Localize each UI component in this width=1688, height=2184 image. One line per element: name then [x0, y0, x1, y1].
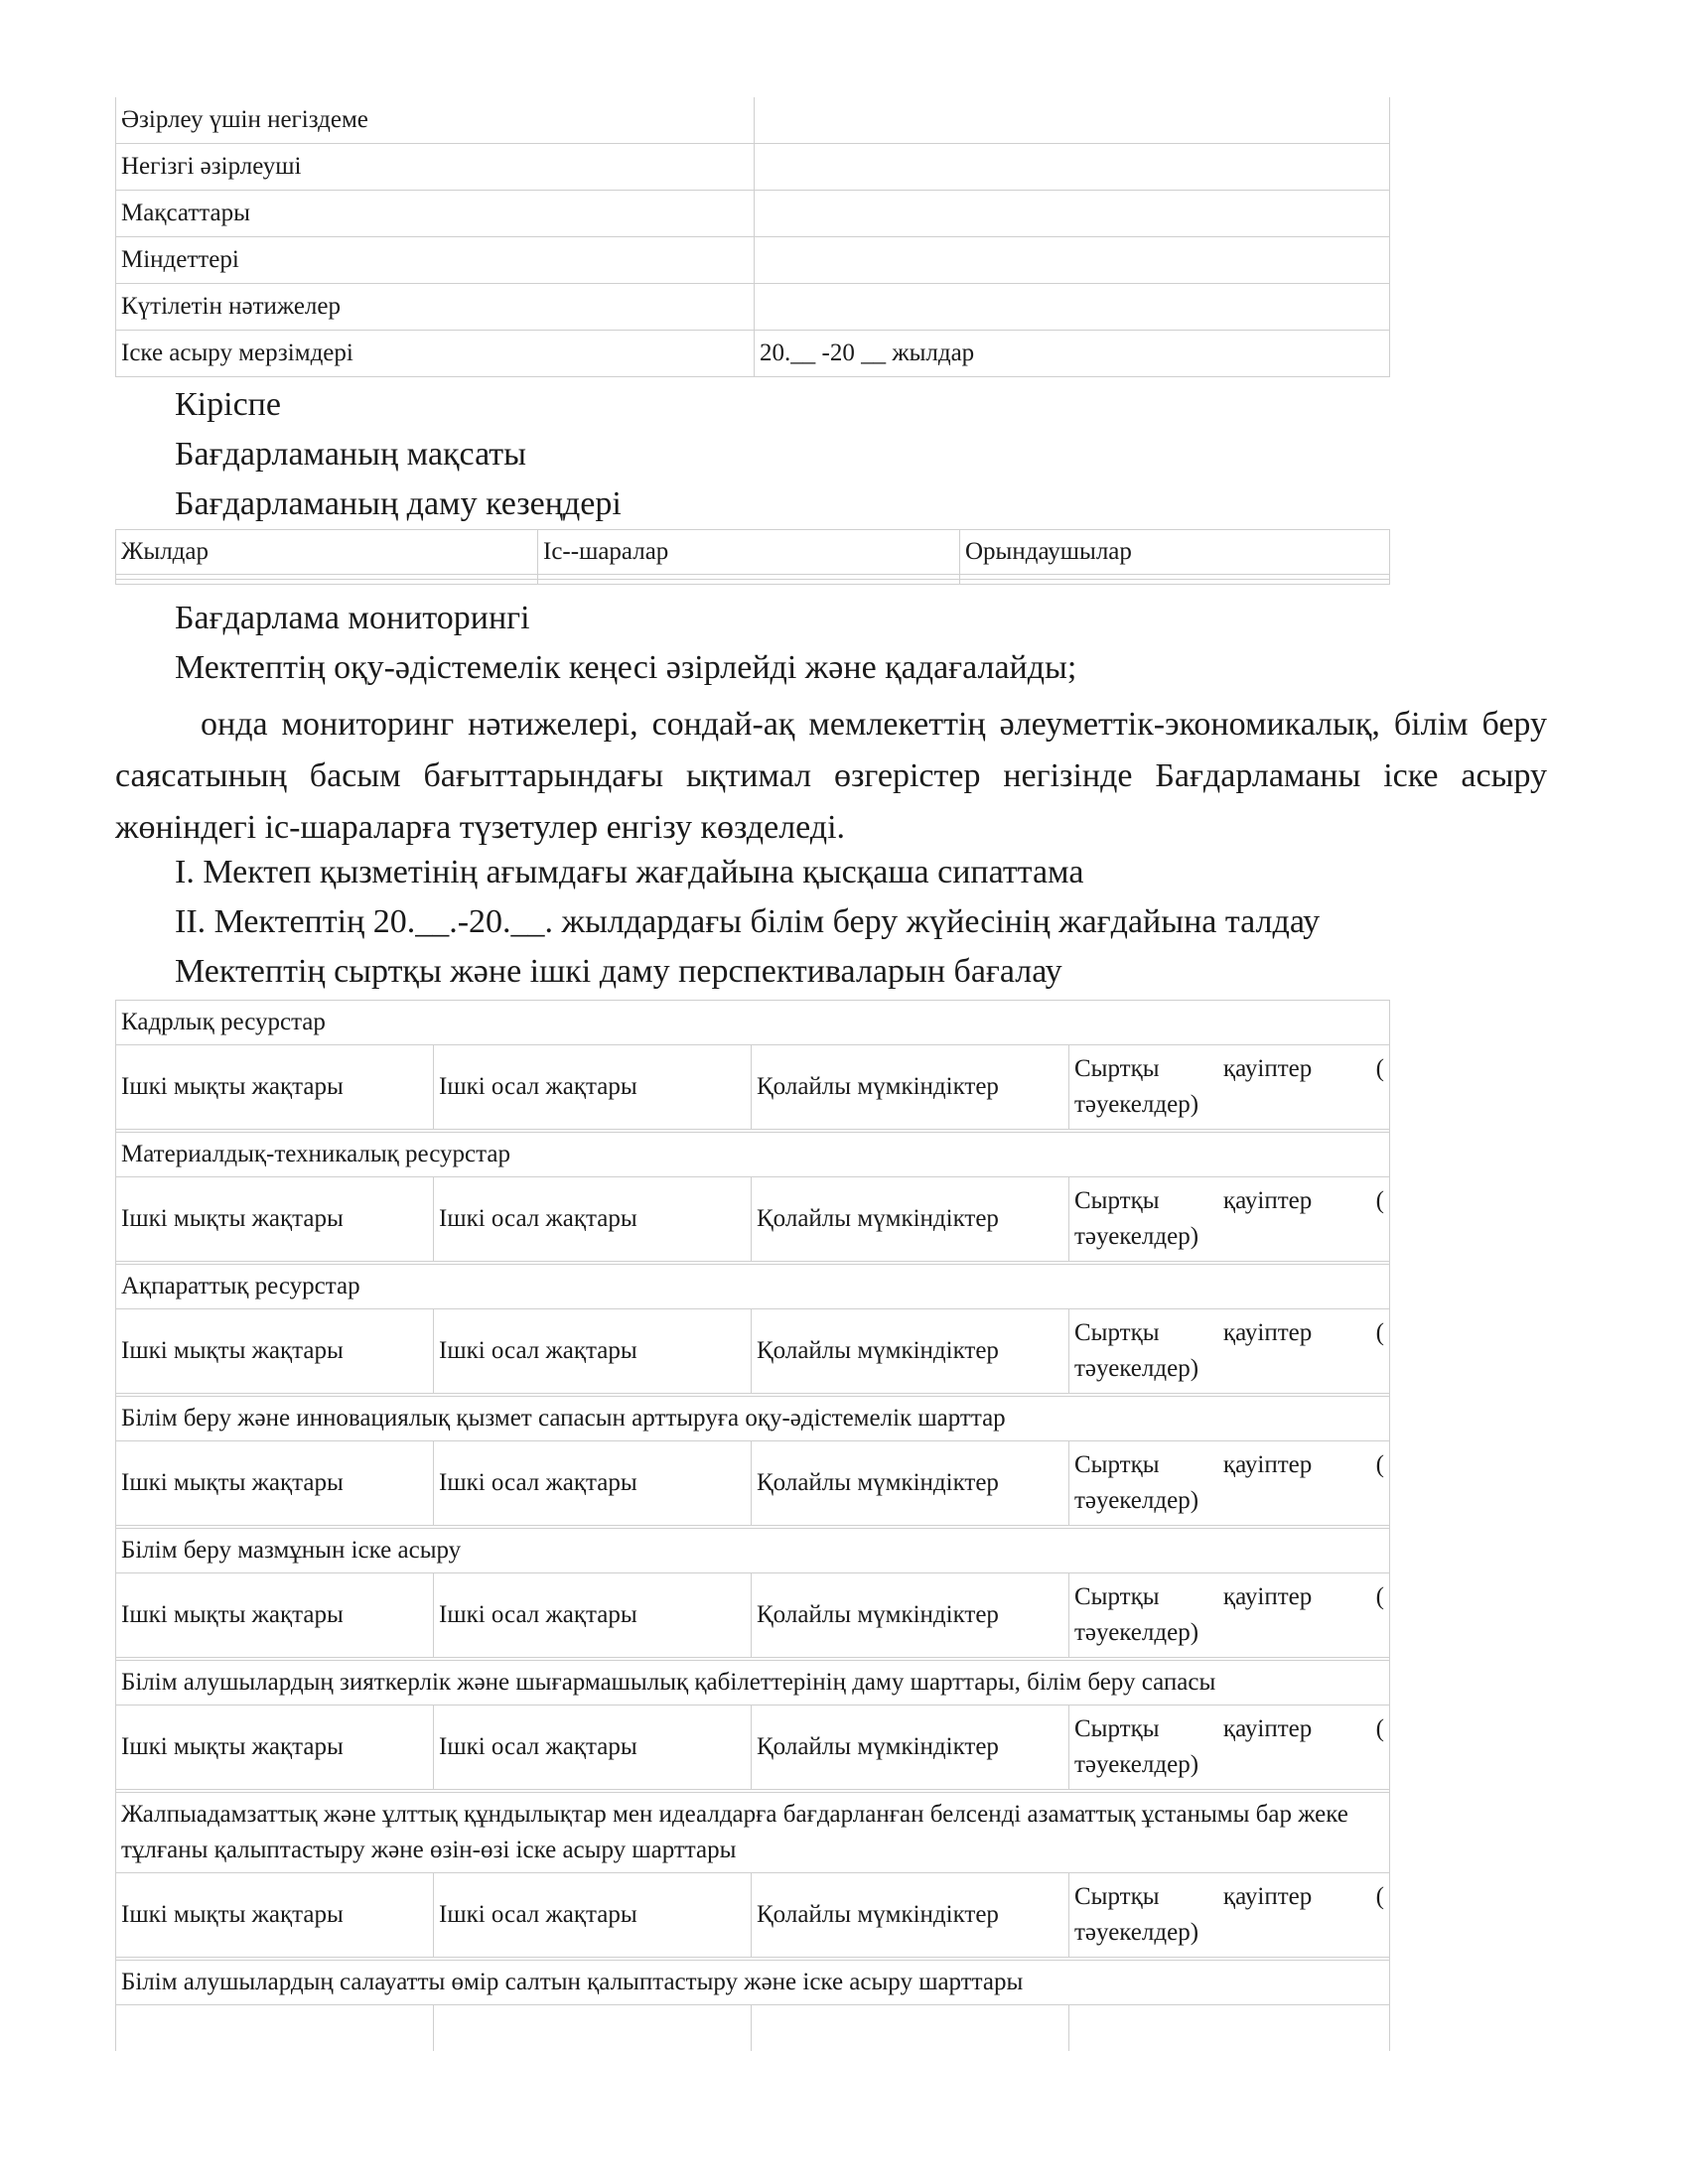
row-value	[755, 237, 1390, 284]
threats-label-line1: Сыртқы қауіптер (	[1074, 1883, 1384, 1910]
council-text: Мектептің оқу-әдістемелік кеңесі әзірлейді және қадағалайды;	[175, 649, 1077, 686]
swot-section-title: Ақпараттық ресурстар	[116, 1265, 1390, 1309]
swot-section-row	[116, 1661, 1390, 1706]
empty-cell	[116, 2005, 434, 2052]
strengths-cell: Ішкі мықты жақтары	[116, 1573, 434, 1658]
table-row	[116, 144, 1390, 191]
header-activities: Іс--шаралар	[538, 530, 960, 575]
threats-cell	[1069, 1045, 1390, 1130]
row-label: Міндеттері	[116, 237, 755, 284]
table-row	[116, 580, 1390, 585]
table-row	[116, 237, 1390, 284]
threats-label-line1: Сыртқы қауіптер (	[1074, 1715, 1384, 1742]
heading-monitoring: Бағдарлама мониторингі	[175, 600, 530, 636]
opportunities-cell: Қолайлы мүмкіндіктер	[752, 1873, 1069, 1958]
row-label: Күтілетін нәтижелер	[116, 284, 755, 331]
swot-categories-row	[116, 1045, 1390, 1130]
threats-label-line2: тәуекелдер)	[1074, 1919, 1199, 1946]
threats-label-line2: тәуекелдер)	[1074, 1355, 1199, 1382]
threats-label-line2: тәуекелдер)	[1074, 1487, 1199, 1514]
monitoring-paragraph: онда мониторинг нәтижелері, сондай-ақ мемлекеттің әлеуметтік-экономикалық, білім беру саясатының басым бағыттарындағы ықтимал өзгерістер негізінде Бағдарламаны іске асыру жөніндегі іс-шараларға түзетулер енгізу көзделеді.	[115, 706, 1547, 846]
swot-section-title: Білім алушылардың салауатты өмір салтын қалыптастыру және іске асыру шарттары	[116, 1961, 1390, 2005]
strengths-cell: Ішкі мықты жақтары	[116, 1309, 434, 1394]
swot-categories-row	[116, 1873, 1390, 1958]
threats-label-line1: Сыртқы қауіптер (	[1074, 1583, 1384, 1610]
threats-cell	[1069, 1177, 1390, 1262]
section-2-title: II. Мектептің 20.__.-20.__. жылдардағы білім беру жүйесінің жағдайына талдау	[175, 903, 1321, 940]
strengths-cell: Ішкі мықты жақтары	[116, 1045, 434, 1130]
swot-section-title: Материалдық-техникалық ресурстар	[116, 1133, 1390, 1177]
strengths-cell: Ішкі мықты жақтары	[116, 1873, 434, 1958]
threats-label-line1: Сыртқы қауіптер (	[1074, 1187, 1384, 1214]
weaknesses-cell: Ішкі осал жақтары	[434, 1045, 752, 1130]
threats-label-line2: тәуекелдер)	[1074, 1223, 1199, 1250]
weaknesses-cell: Ішкі осал жақтары	[434, 1573, 752, 1658]
swot-section-row	[116, 1529, 1390, 1573]
heading-goal: Бағдарламаның мақсаты	[175, 436, 526, 473]
swot-section-title: Білім беру мазмұнын іске асыру	[116, 1529, 1390, 1573]
threats-label-line2: тәуекелдер)	[1074, 1619, 1199, 1646]
table-row	[116, 331, 1390, 377]
strengths-cell: Ішкі мықты жақтары	[116, 1177, 434, 1262]
weaknesses-cell: Ішкі осал жақтары	[434, 1706, 752, 1790]
threats-cell	[1069, 1441, 1390, 1526]
threats-cell	[1069, 1309, 1390, 1394]
empty-cell	[434, 2005, 752, 2052]
threats-label-line1: Сыртқы қауіптер (	[1074, 1055, 1384, 1082]
table-row	[116, 2005, 1390, 2052]
header-executors: Орындаушылар	[960, 530, 1390, 575]
header-years: Жылдар	[116, 530, 538, 575]
empty-cell	[752, 2005, 1069, 2052]
row-label: Әзірлеу үшін негіздеме	[116, 97, 755, 144]
swot-section-row	[116, 1397, 1390, 1441]
opportunities-cell: Қолайлы мүмкіндіктер	[752, 1706, 1069, 1790]
table-header-row	[116, 530, 1390, 575]
opportunities-cell: Қолайлы мүмкіндіктер	[752, 1309, 1069, 1394]
swot-section-row	[116, 1133, 1390, 1177]
threats-label-line2: тәуекелдер)	[1074, 1751, 1199, 1778]
swot-section-title: Білім беру және инновациялық қызмет сапасын арттыруға оқу-әдістемелік шарттар	[116, 1397, 1390, 1441]
row-value	[755, 97, 1390, 144]
opportunities-cell: Қолайлы мүмкіндіктер	[752, 1177, 1069, 1262]
table-row	[116, 97, 1390, 144]
weaknesses-cell: Ішкі осал жақтары	[434, 1309, 752, 1394]
threats-cell	[1069, 1706, 1390, 1790]
swot-categories-row	[116, 1177, 1390, 1262]
swot-section-title: Білім алушылардың зияткерлік және шығармашылық қабілеттерінің даму шарттары, білім беру сапасы	[116, 1661, 1390, 1706]
weaknesses-cell: Ішкі осал жақтары	[434, 1177, 752, 1262]
row-value: 20.__ -20 __ жылдар	[755, 331, 1390, 377]
heading-stages: Бағдарламаның даму кезеңдері	[175, 485, 622, 522]
threats-label-line1: Сыртқы қауіптер (	[1074, 1319, 1384, 1346]
program-passport-table	[115, 97, 1390, 377]
threats-label-line2: тәуекелдер)	[1074, 1091, 1199, 1118]
swot-categories-row	[116, 1441, 1390, 1526]
swot-section-row	[116, 1793, 1390, 1873]
row-label: Негізгі әзірлеуші	[116, 144, 755, 191]
swot-analysis-table	[115, 1000, 1390, 2051]
weaknesses-cell: Ішкі осал жақтары	[434, 1873, 752, 1958]
row-value	[755, 284, 1390, 331]
row-label: Мақсаттары	[116, 191, 755, 237]
opportunities-cell: Қолайлы мүмкіндіктер	[752, 1045, 1069, 1130]
strengths-cell: Ішкі мықты жақтары	[116, 1706, 434, 1790]
threats-cell	[1069, 1573, 1390, 1658]
row-value	[755, 144, 1390, 191]
development-stages-table	[115, 529, 1390, 585]
strengths-cell: Ішкі мықты жақтары	[116, 1441, 434, 1526]
threats-label-line1: Сыртқы қауіптер (	[1074, 1451, 1384, 1478]
table-row	[116, 191, 1390, 237]
swot-categories-row	[116, 1309, 1390, 1394]
swot-section-row	[116, 1001, 1390, 1045]
section-1-title: I. Мектеп қызметінің ағымдағы жағдайына қысқаша сипаттама	[175, 854, 1084, 890]
swot-section-row	[116, 1961, 1390, 2005]
swot-section-row	[116, 1265, 1390, 1309]
row-label: Іске асыру мерзімдері	[116, 331, 755, 377]
swot-categories-row	[116, 1706, 1390, 1790]
swot-categories-row	[116, 1573, 1390, 1658]
empty-cell	[1069, 2005, 1390, 2052]
row-value	[755, 191, 1390, 237]
assessment-title: Мектептің сыртқы және ішкі даму перспективаларын бағалау	[175, 953, 1062, 990]
opportunities-cell: Қолайлы мүмкіндіктер	[752, 1441, 1069, 1526]
heading-intro: Кіріспе	[175, 386, 281, 423]
table-row	[116, 284, 1390, 331]
weaknesses-cell: Ішкі осал жақтары	[434, 1441, 752, 1526]
swot-section-title: Жалпыадамзаттық және ұлттық құндылықтар мен идеалдарға бағдарланған белсенді азаматтық ұстанымы бар жеке тұлғаны қалыптастыру және өзін-өзі іске асыру шарттары	[116, 1793, 1390, 1873]
swot-section-title: Кадрлық ресурстар	[116, 1001, 1390, 1045]
opportunities-cell: Қолайлы мүмкіндіктер	[752, 1573, 1069, 1658]
threats-cell	[1069, 1873, 1390, 1958]
